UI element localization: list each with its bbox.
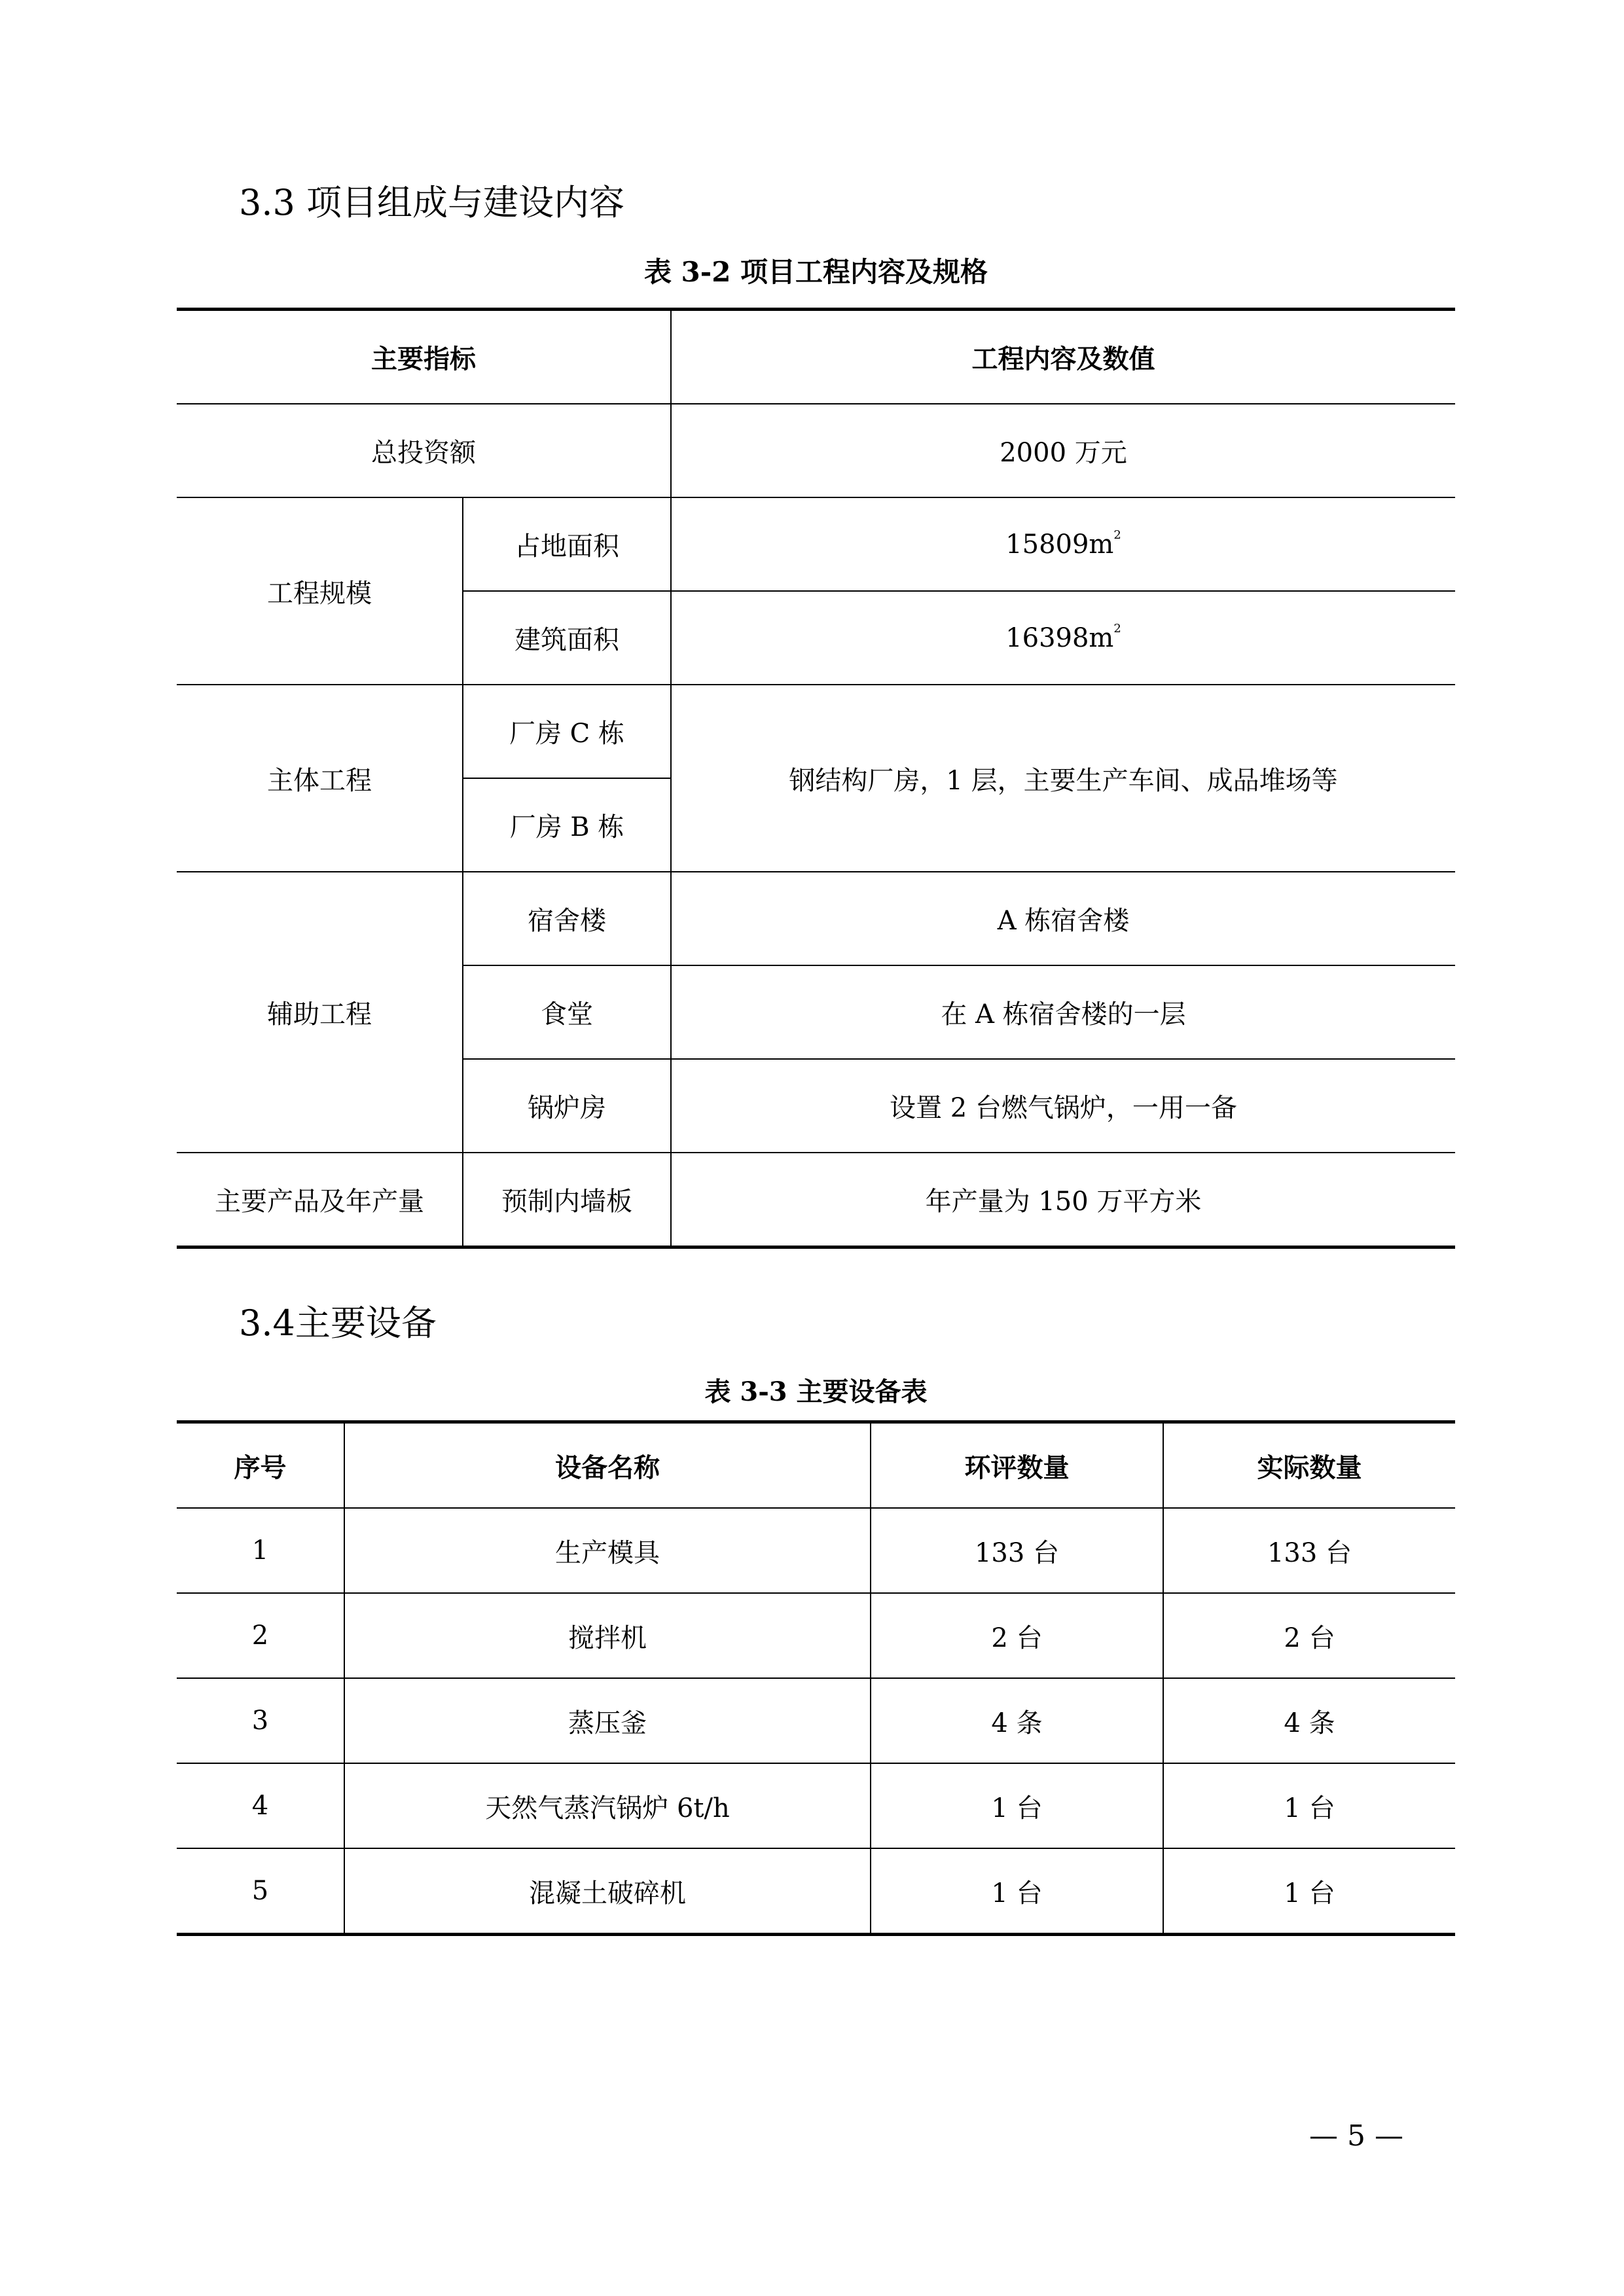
cell-name: 天然气蒸汽锅炉 6t/h xyxy=(344,1763,871,1848)
project-content-table xyxy=(177,308,1455,1249)
table-row-dormitory xyxy=(177,872,1455,965)
area-unit: m xyxy=(1089,622,1114,653)
land-area-label: 占地面积 xyxy=(463,497,671,591)
canteen-label: 食堂 xyxy=(463,965,671,1059)
header-indicator: 主要指标 xyxy=(177,310,671,404)
table-row xyxy=(177,1678,1455,1763)
cell-actual-qty: 4 条 xyxy=(1163,1678,1455,1763)
boiler-value: 设置 2 台燃气锅炉，一用一备 xyxy=(671,1059,1455,1153)
cell-eia-qty: 133 台 xyxy=(871,1508,1163,1593)
section-heading-3-3: 3.3 项目组成与建设内容 xyxy=(239,182,625,223)
cell-no: 5 xyxy=(177,1848,344,1935)
column-header-name: 设备名称 xyxy=(344,1422,871,1509)
cell-name: 生产模具 xyxy=(344,1508,871,1593)
table-header-row xyxy=(177,1422,1455,1509)
column-header-actual-qty: 实际数量 xyxy=(1163,1422,1455,1509)
cell-eia-qty: 4 条 xyxy=(871,1678,1163,1763)
header-content: 工程内容及数值 xyxy=(671,310,1455,404)
cell-name: 混凝土破碎机 xyxy=(344,1848,871,1935)
investment-label: 总投资额 xyxy=(177,404,671,497)
column-header-no: 序号 xyxy=(177,1422,344,1509)
cell-no: 3 xyxy=(177,1678,344,1763)
table-caption-3-2: 表 3-2 项目工程内容及规格 xyxy=(643,256,988,288)
table-row xyxy=(177,1593,1455,1678)
product-label: 主要产品及年产量 xyxy=(177,1153,463,1247)
table-row-investment xyxy=(177,404,1455,497)
boiler-label: 锅炉房 xyxy=(463,1059,671,1153)
scale-label: 工程规模 xyxy=(177,497,463,685)
main-works-label: 主体工程 xyxy=(177,685,463,872)
area-unit: m xyxy=(1089,529,1114,560)
canteen-value: 在 A 栋宿舍楼的一层 xyxy=(671,965,1455,1059)
section-heading-3-4: 3.4主要设备 xyxy=(239,1302,437,1344)
area-unit-sup: 2 xyxy=(1113,528,1121,542)
area-unit-sup: 2 xyxy=(1113,621,1121,636)
cell-eia-qty: 1 台 xyxy=(871,1848,1163,1935)
table-row xyxy=(177,1508,1455,1593)
column-header-eia-qty: 环评数量 xyxy=(871,1422,1163,1509)
cell-eia-qty: 1 台 xyxy=(871,1763,1163,1848)
table-row-product xyxy=(177,1153,1455,1247)
equipment-table xyxy=(177,1420,1455,1936)
building-area-number: 16398 xyxy=(1005,622,1089,653)
cell-name: 搅拌机 xyxy=(344,1593,871,1678)
auxiliary-label: 辅助工程 xyxy=(177,872,463,1153)
page-number: — 5 — xyxy=(1309,2119,1403,2153)
cell-actual-qty: 1 台 xyxy=(1163,1763,1455,1848)
table-header-row xyxy=(177,310,1455,404)
cell-no: 4 xyxy=(177,1763,344,1848)
cell-name: 蒸压釜 xyxy=(344,1678,871,1763)
product-name: 预制内墙板 xyxy=(463,1153,671,1247)
building-b-label: 厂房 B 栋 xyxy=(463,778,671,872)
table-row-building-c xyxy=(177,685,1455,778)
product-value: 年产量为 150 万平方米 xyxy=(671,1153,1455,1247)
investment-value: 2000 万元 xyxy=(671,404,1455,497)
building-area-value xyxy=(671,591,1455,685)
main-works-value: 钢结构厂房，1 层，主要生产车间、成品堆场等 xyxy=(671,685,1455,872)
cell-eia-qty: 2 台 xyxy=(871,1593,1163,1678)
land-area-number: 15809 xyxy=(1005,529,1089,560)
cell-no: 1 xyxy=(177,1508,344,1593)
land-area-value xyxy=(671,497,1455,591)
cell-actual-qty: 1 台 xyxy=(1163,1848,1455,1935)
table-row xyxy=(177,1763,1455,1848)
cell-no: 2 xyxy=(177,1593,344,1678)
dormitory-label: 宿舍楼 xyxy=(463,872,671,965)
building-area-label: 建筑面积 xyxy=(463,591,671,685)
table-caption-3-3: 表 3-3 主要设备表 xyxy=(704,1376,928,1407)
cell-actual-qty: 133 台 xyxy=(1163,1508,1455,1593)
table-row xyxy=(177,1848,1455,1935)
table-row-land-area xyxy=(177,497,1455,591)
dormitory-value: A 栋宿舍楼 xyxy=(671,872,1455,965)
cell-actual-qty: 2 台 xyxy=(1163,1593,1455,1678)
building-c-label: 厂房 C 栋 xyxy=(463,685,671,778)
